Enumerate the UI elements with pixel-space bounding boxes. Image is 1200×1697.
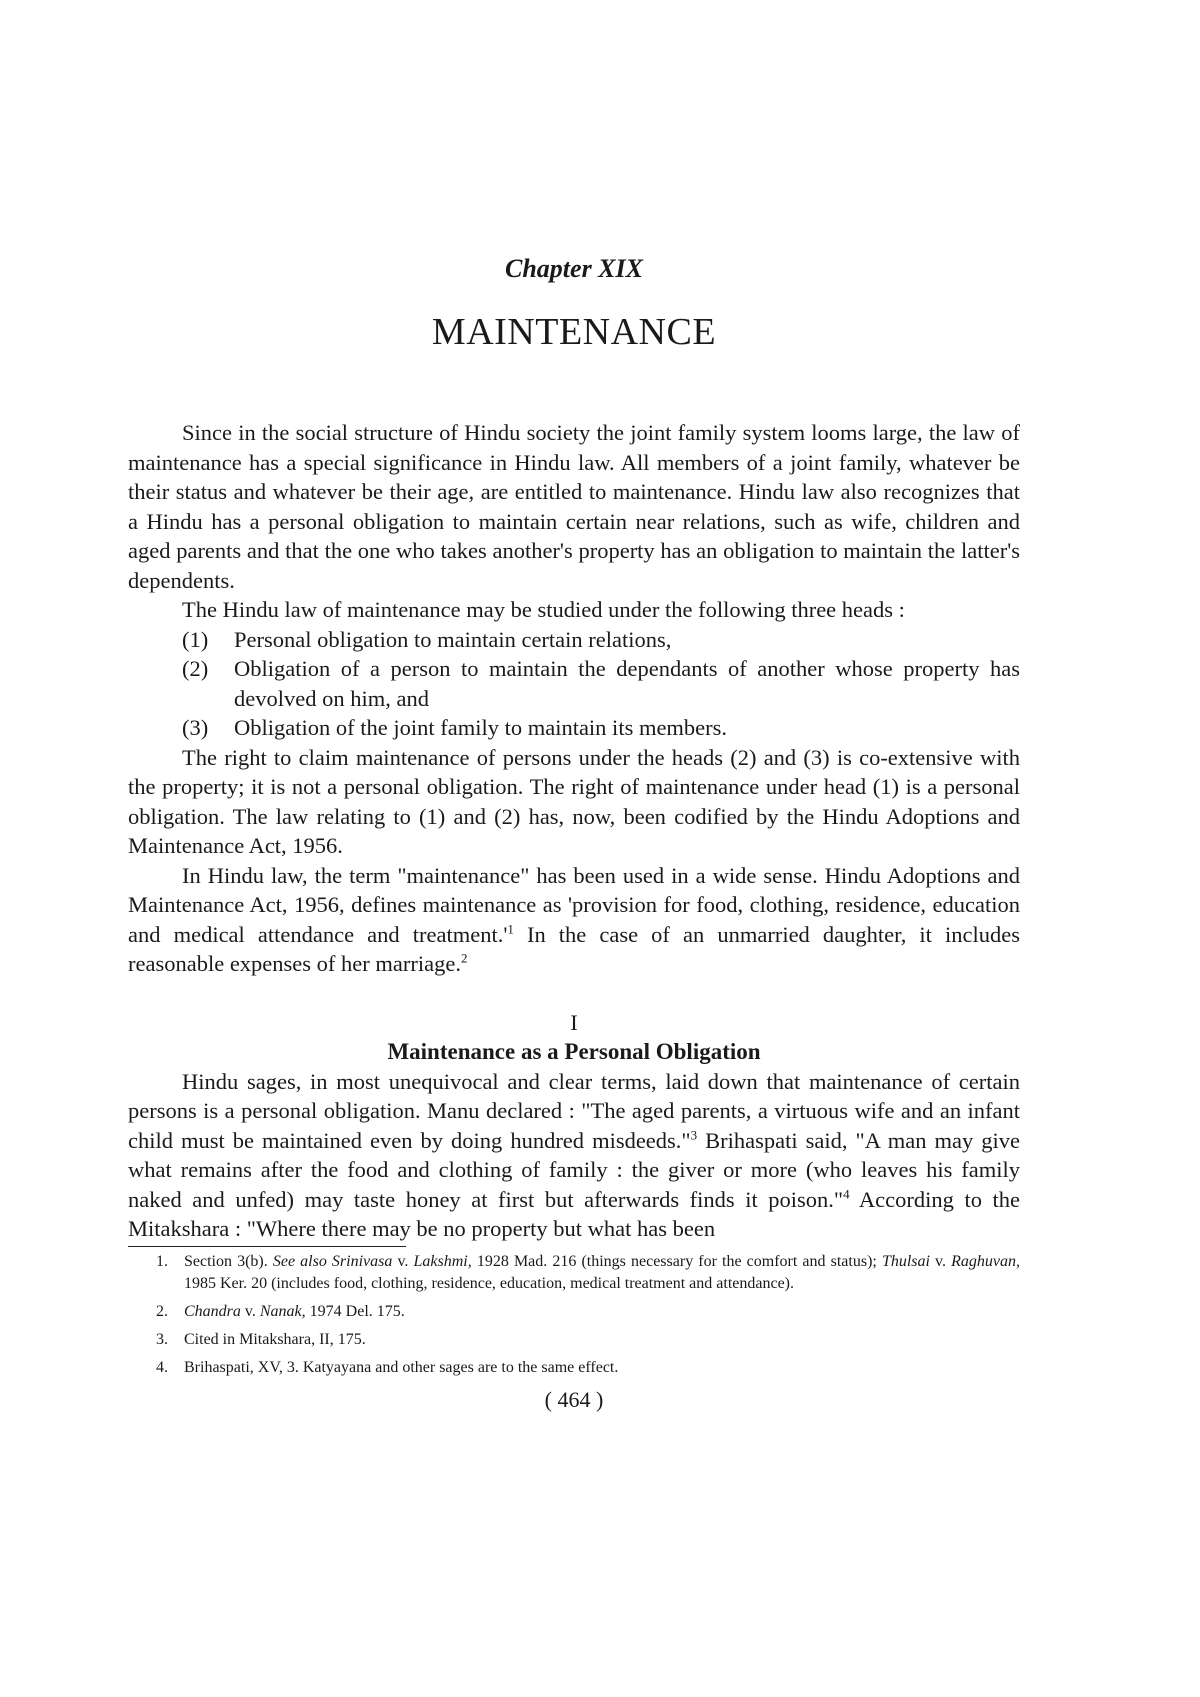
footnote-segment: Thulsai [881,1252,930,1270]
list-item [182,625,1020,655]
footnotes [128,1251,1020,1379]
body-text [128,418,1020,1414]
intro-paragraph: Since in the social structure of Hindu society the joint family system looms large, the law of maintenance has a special significance in Hindu law. All members of a joint family, whatever be their status and whatever be their age, are entitled to maintenance. Hindu law also recognizes that a Hindu has a personal obligation to maintain certain near relations, such as wife, children and aged parents and that the one who takes another's property has an obligation to maintain the latter's dependents. [128,420,1020,593]
sages-paragraph [128,1067,1020,1244]
footnote-number: 2. [156,1302,168,1320]
section-number: I [570,1009,578,1035]
chapter-title: MAINTENANCE [431,311,717,353]
list-item-number: (2) [182,656,209,681]
sages-text-2: Brihaspati said, "A man may give what remains after the food and clothing of family : the giver or more (who leaves his family naked and unfed) may taste honey at first but afterwards finds it poison." [128,1127,1021,1212]
footnote-2 [156,1301,1020,1323]
footnote-segment: Nanak, [259,1302,306,1320]
list-item-text: Personal obligation to maintain certain relations, [234,626,672,652]
list-item-number: (3) [182,715,209,740]
list-item-text: Obligation of the joint family to maintain its members. [234,715,728,740]
footnote-text [184,1301,1020,1323]
footnote-segment: Section 3(b). [184,1252,273,1270]
list-item [182,713,1020,743]
sages-text-3: According to the Mitakshara : "Where there may be no property but what has been [128,1186,1021,1241]
footnote-segment: v. [392,1252,414,1270]
list-item [182,654,1020,713]
sense-text-2: In the case of an unmarried daughter, it includes reasonable expenses of her marriage. [128,921,1020,976]
footnote-3 [156,1329,1020,1351]
footnote-segment: Raghuvan, [951,1252,1020,1270]
footnote-4 [156,1357,1020,1379]
chapter-heading: Chapter XIX [505,254,643,283]
footnote-segment: See also Srinivasa [272,1252,393,1270]
footnote-ref-4[interactable]: 4 [843,1186,850,1201]
sense-text: In Hindu law, the term "maintenance" has been used in a wide sense. Hindu Adoptions and Maintenance Act, 1956, defines maintenance as 'provision for food, clothing, residence, education and medical attendance and treatment.' [128,862,1020,947]
footnote-segment: 1928 Mad. 216 (things necessary for the comfort and status); [471,1252,882,1270]
right-paragraph: The right to claim maintenance of persons under the heads (2) and (3) is co-extensive with the property; it is not a personal obligation. The right of maintenance under head (1) is a personal obligation. The law relating to (1) and (2) has, now, been codified by the Hindu Adoptions and Maintenance Act, 1956. [128,744,1020,858]
list-item-text: Obligation of a person to maintain the dependants of another whose property has devolved on him, and [234,656,1020,711]
heads-list [128,625,1020,743]
footnote-divider [128,1246,406,1247]
footnote-segment: v. [929,1252,952,1270]
document-page [128,0,1020,1697]
footnote-ref-3[interactable]: 3 [690,1127,698,1142]
footnote-segment: v. [240,1302,260,1320]
list-item-number: (1) [182,626,209,652]
footnote-number: 3. [156,1330,168,1348]
sages-text-1: Hindu sages, in most unequivocal and clear terms, laid down that maintenance of certain persons is a personal obligation. Manu declared : "The aged parents, a virtuous wife and an infant child must be maintained even by doing hundred misdeeds." [128,1068,1020,1153]
sense-paragraph [128,861,1020,979]
footnote-segment: Lakshmi, [413,1252,472,1270]
footnote-ref-1[interactable]: 1 [507,921,514,936]
page-number: ( 464 ) [544,1386,604,1412]
footnote-segment: Chandra [184,1302,241,1320]
footnote-ref-2[interactable]: 2 [460,950,468,966]
footnote-text [184,1251,1020,1295]
heads-paragraph: The Hindu law of maintenance may be studied under the following three heads : [182,597,905,622]
footnote-1 [156,1251,1020,1295]
footnote-number: 1. [156,1252,168,1270]
footnote-segment: 1985 Ker. 20 (includes food, clothing, residence, education, medical treatment and attendance). [184,1274,794,1292]
footnote-segment: 1974 Del. 175. [305,1302,405,1320]
footnote-text: Cited in Mitakshara, II, 175. [184,1330,366,1348]
section-title: Maintenance as a Personal Obligation [387,1039,761,1064]
footnote-number: 4. [156,1358,168,1376]
footnote-text: Brihaspati, XV, 3. Katyayana and other sages are to the same effect. [184,1358,619,1376]
